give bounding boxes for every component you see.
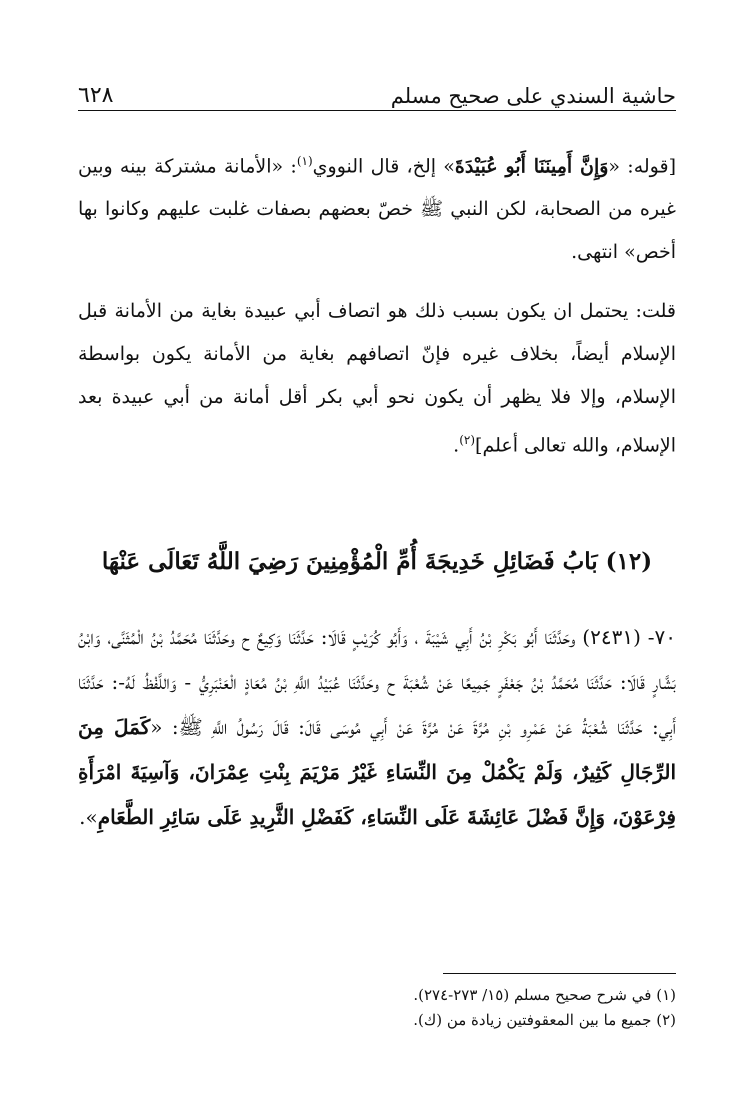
hadith-text: [78, 615, 676, 840]
footnote-ref-2: (٢): [459, 433, 476, 447]
text-segment: .: [453, 434, 460, 457]
footnote-2: (٢) جميع ما بين المعقوفتين زيادة من (ك).: [413, 1011, 676, 1029]
running-title: حاشية السندي على صحيح مسلم: [390, 84, 676, 108]
footnote-ref-1: (١): [296, 154, 313, 168]
footnote-1: (١) في شرح صحيح مسلم (١٥/ ٢٧٣-٢٧٤).: [413, 986, 676, 1004]
chapter-heading: (١٢) بَابُ فَضَائِلِ خَدِيجَةَ أُمِّ الْمُؤْمِنِينَ رَضِيَ اللَّهُ تَعَالَى عَنْهَا: [101, 548, 653, 575]
text-segment: ».: [79, 805, 98, 829]
footnote-separator: [443, 973, 676, 974]
commentary-paragraph-1: [78, 140, 676, 274]
text-segment: قلت: يحتمل ان يكون بسبب ذلك هو اتصاف أبي عبيدة بغاية من الأمانة قبل الإسلام أيضاً، بخلاف غيره فإنّ اتصافهم بغاية من الأمانة يكون بواسطة الإسلام، وإلا فلا يظهر أن يكون نحو أبي بكر أقل أمانة من أبي عبيدة بعد الإسلام، والله تعالى أعلم]: [78, 300, 676, 457]
quoted-phrase: وَإِنَّ أَمِينَنَا أَبُو عُبَيْدَةَ: [454, 155, 609, 178]
header-rule: [78, 110, 676, 111]
footnotes: [78, 983, 676, 1033]
hadith-isnad: ٧٠- (٢٤٣١) وحَدَّثَنَا أَبُو بَكْرِ بْنُ أَبِي شَيْبَةَ ، وَأَبُو كُرَيْبٍ قَالَا: حَدَّثَنَا وَكِيعٌ ح وحَدَّثَنَا مُحَمَّدُ بْنُ الْمُثَنَّى، وَابْنُ بَشَّارٍ قَالَا: حَدَّثَنَا مُحَمَّدُ بْنُ جَعْفَرٍ جَمِيعًا عَنْ شُعْبَةَ ح وحَدَّثَنَا عُبَيْدُ اللَّهِ بْنُ مُعَاذٍ الْعَنْبَرِيُّ - وَاللَّفْظُ لَهُ-: حَدَّثَنَا أَبِي: حَدَّثَنَا شُعْبَةُ عَنْ عَمْرِو بْنِ مُرَّةَ عَنْ مُرَّةَ عَنْ أَبِي مُوسَى قَالَ: قَالَ رَسُولُ اللَّهِ ﷺ: «: [78, 625, 676, 739]
text-segment: [قوله: «: [608, 155, 676, 178]
page-number: ٦٢٨: [78, 83, 114, 108]
text-segment: » إلخ، قال النووي: [312, 155, 455, 178]
text-segment: : «الأمانة مشتركة بينه وبين غيره من الصحابة، لكن النبي ﷺ خصّ بعضهم بصفات غلبت عليهم وكانوا بها أخص» انتهى.: [78, 155, 676, 264]
hadith-matn: كَمَلَ مِنَ الرِّجَالِ كَثِيرٌ، وَلَمْ يَكْمُلْ مِنَ النِّسَاءِ غَيْرُ مَرْيَمَ بِنْتِ عِمْرَانَ، وَآسِيَةَ امْرَأَةِ فِرْعَوْنَ، وَإِنَّ فَضْلَ عَائِشَةَ عَلَى النِّسَاءِ، كَفَضْلِ الثَّرِيدِ عَلَى سَائِرِ الطَّعَامِ: [78, 715, 676, 829]
page-header: [78, 72, 676, 108]
commentary-paragraph-2: [78, 290, 676, 467]
